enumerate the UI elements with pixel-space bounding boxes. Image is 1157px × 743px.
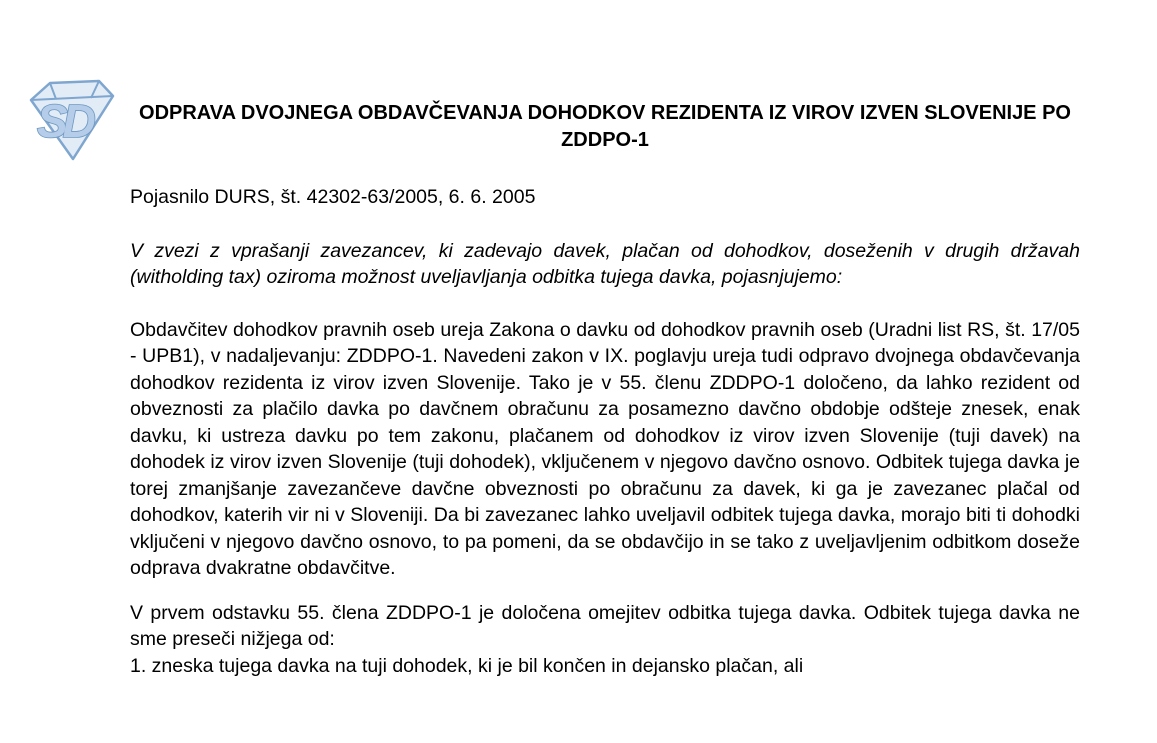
body-paragraph: V prvem odstavku 55. člena ZDDPO-1 je določena omejitev odbitka tujega davka. Odbitek tujega davka ne sme preseči nižjega od: <box>130 601 1080 650</box>
intro-paragraph: V zvezi z vprašanji zavezancev, ki zadevajo davek, plačan od dohodkov, doseženih v drugih državah (witholding tax) oziroma možnost uveljavljanja odbitka tujega davka, pojasnjujemo: <box>130 239 1080 288</box>
document-content <box>130 0 1080 679</box>
list-item: 1. zneska tujega davka na tuji dohodek, ki je bil končen in dejansko plačan, ali <box>130 654 804 677</box>
sd-diamond-logo-icon <box>25 77 117 163</box>
document-title: ODPRAVA DVOJNEGA OBDAVČEVANJA DOHODKOV REZIDENTA IZ VIROV IZVEN SLOVENIJE PO ZDDPO-1 <box>139 102 1071 151</box>
diamond-logo-svg <box>25 77 117 163</box>
reference-line: Pojasnilo DURS, št. 42302-63/2005, 6. 6. 2005 <box>130 186 536 208</box>
logo-letters: SD <box>37 95 91 147</box>
body-paragraph: Obdavčitev dohodkov pravnih oseb ureja Zakona o davku od dohodkov pravnih oseb (Uradni list RS, št. 17/05 - UPB1), v nadaljevanju: ZDDPO-1. Navedeni zakon v IX. poglavju ureja tudi odpravo dvojnega obdavčevanja dohodkov rezidenta iz virov izven Slovenije. Tako je v 55. členu ZDDPO-1 določeno, da lahko rezident od obveznosti za plačilo davka po davčnem obračunu za posamezno davčno obdobje odšteje znesek, enak davku, ki ustreza davku po tem zakonu, plačanem od dohodkov iz virov izven Slovenije (tuji davek) na dohodek iz virov izven Slovenije (tuji dohodek), vključenem v njegovo davčno osnovo. Odbitek tujega davka je torej zmanjšanje zavezančeve davčne obveznosti po obračunu za davek, ki ga je zavezanec plačal od dohodkov, katerih vir ni v Sloveniji. Da bi zavezanec lahko uveljavil odbitek tujega davka, morajo biti ti dohodki vključeni v njegovo davčno osnovo, to pa pomeni, da se obdavčijo in se tako z uveljavljenim odbitkom doseže odprava dvakratne obdavčitve. <box>130 318 1080 579</box>
